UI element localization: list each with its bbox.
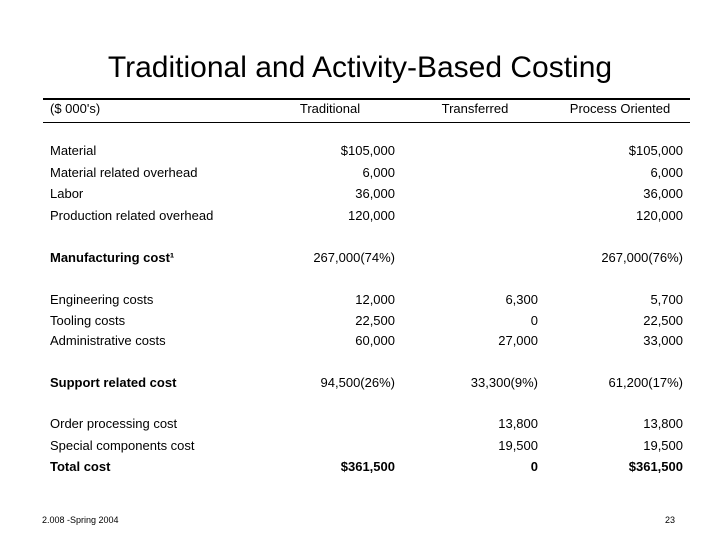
traditional-value: 6,000 [362,165,395,180]
row-label: Engineering costs [50,292,154,307]
column-header-traditional: Traditional [299,101,361,116]
row-label: Material [50,143,97,158]
transferred-value: 19,500 [498,438,538,453]
column-header-transferred: Transferred [441,101,509,116]
traditional-value: 267,000(74%) [313,250,395,265]
traditional-value: 60,000 [355,333,395,348]
row-label: Labor [50,186,84,201]
row-label: Production related overhead [50,208,214,223]
table-top-rule [43,98,690,100]
page-number: 23 [664,515,675,525]
traditional-value: 36,000 [355,186,395,201]
process-oriented-value: 22,500 [643,313,683,328]
process-oriented-value: 19,500 [643,438,683,453]
transferred-value: 0 [530,313,538,328]
row-label: Special components cost [50,438,195,453]
row-label: Total cost [50,459,111,474]
traditional-value: 12,000 [355,292,395,307]
transferred-value: 0 [530,459,538,474]
slide-title: Traditional and Activity-Based Costing [107,51,613,84]
footer-course: 2.008 -Spring 2004 [42,515,119,525]
traditional-value: $361,500 [340,459,395,474]
process-oriented-value: 61,200(17%) [608,375,683,390]
traditional-value: 94,500(26%) [320,375,395,390]
process-oriented-value: 33,000 [643,333,683,348]
transferred-value: 27,000 [498,333,538,348]
process-oriented-value: 6,000 [650,165,683,180]
row-label: Tooling costs [50,313,126,328]
row-label: Manufacturing cost¹ [50,250,175,265]
table-header-rule [43,122,690,123]
process-oriented-value: 267,000(76%) [601,250,683,265]
transferred-value: 13,800 [498,416,538,431]
traditional-value: 120,000 [348,208,395,223]
process-oriented-value: 36,000 [643,186,683,201]
process-oriented-value: 120,000 [636,208,683,223]
unit-header: ($ 000's) [50,101,101,116]
process-oriented-value: 5,700 [650,292,683,307]
transferred-value: 33,300(9%) [470,375,538,390]
column-header-process-oriented: Process Oriented [569,101,671,116]
row-label: Order processing cost [50,416,178,431]
row-label: Material related overhead [50,165,198,180]
traditional-value: $105,000 [340,143,395,158]
transferred-value: 6,300 [505,292,538,307]
process-oriented-value: $105,000 [628,143,683,158]
process-oriented-value: $361,500 [628,459,683,474]
process-oriented-value: 13,800 [643,416,683,431]
traditional-value: 22,500 [355,313,395,328]
row-label: Administrative costs [50,333,166,348]
row-label: Support related cost [50,375,177,390]
